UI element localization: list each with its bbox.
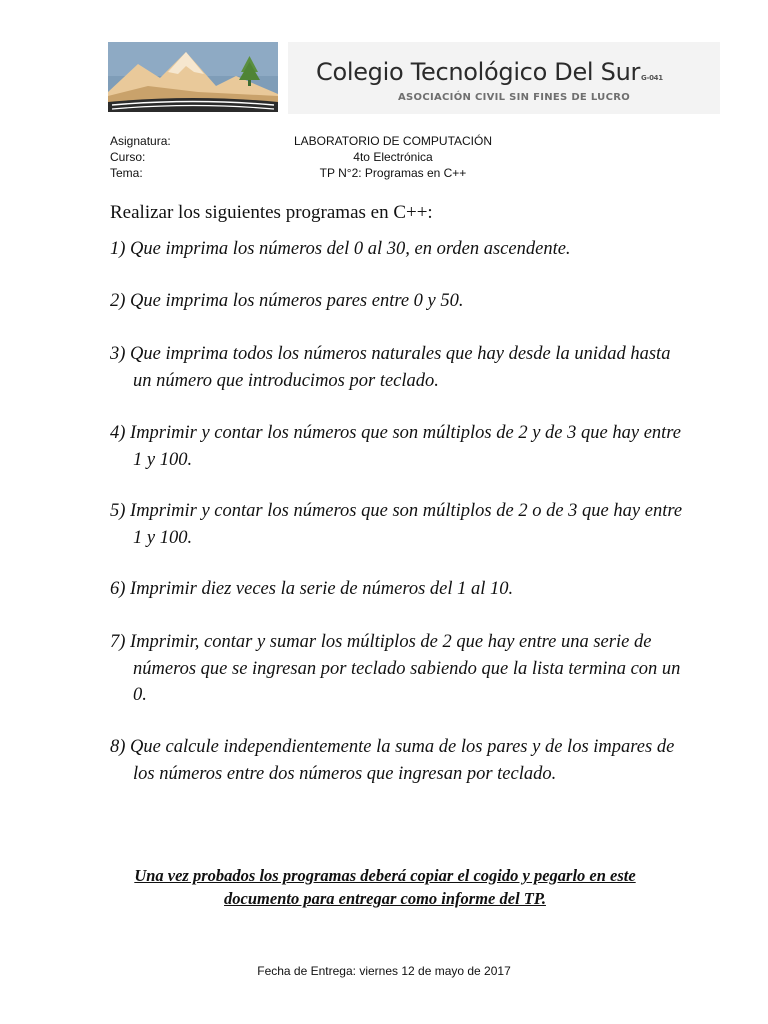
task-item: 3) Que imprima todos los números naturales que hay desde la unidad hasta un número que introducimos por teclado. xyxy=(110,344,671,391)
closing-note: Una vez probados los programas deberá copiar el cogido y pegarlo en este documento para entregar como informe del TP. xyxy=(134,866,636,908)
task-item: 4) Imprimir y contar los números que son múltiplos de 2 y de 3 que hay entre 1 y 100. xyxy=(110,423,682,470)
due-date: Fecha de Entrega: viernes 12 de mayo de 2017 xyxy=(257,964,511,978)
info-label: Curso: xyxy=(110,150,146,164)
info-value: 4to Electrónica xyxy=(353,150,433,164)
task-item: 5) Imprimir y contar los números que son múltiplos de 2 o de 3 que hay entre 1 y 100. xyxy=(110,501,683,548)
task-item: 2) Que imprima los números pares entre 0 y 50. xyxy=(110,291,464,311)
info-value: TP N°2: Programas en C++ xyxy=(319,166,467,180)
school-banner xyxy=(288,42,720,114)
school-code: G-041 xyxy=(641,74,663,82)
task-item: 6) Imprimir diez veces la serie de números del 1 al 10. xyxy=(110,579,514,599)
school-name-text: Colegio Tecnológico Del Sur xyxy=(316,58,641,86)
info-label: Asignatura: xyxy=(110,134,171,148)
task-item: 1) Que imprima los números del 0 al 30, en orden ascendente. xyxy=(110,239,571,259)
school-name xyxy=(316,58,663,86)
task-item: 7) Imprimir, contar y sumar los múltiplos de 2 que hay entre una serie de números que se ingresan por teclado sabiendo que la lista termina con un 0. xyxy=(110,632,681,705)
school-logo xyxy=(108,42,278,112)
document-header xyxy=(108,42,720,114)
school-subtitle: ASOCIACIÓN CIVIL SIN FINES DE LUCRO xyxy=(398,92,631,103)
info-label: Tema: xyxy=(110,166,143,180)
info-value: LABORATORIO DE COMPUTACIÓN xyxy=(293,134,493,148)
intro-text: Realizar los siguientes programas en C++: xyxy=(110,202,433,223)
task-item: 8) Que calcule independientemente la suma de los pares y de los impares de los números entre dos números que ingresan por teclado. xyxy=(110,737,675,784)
